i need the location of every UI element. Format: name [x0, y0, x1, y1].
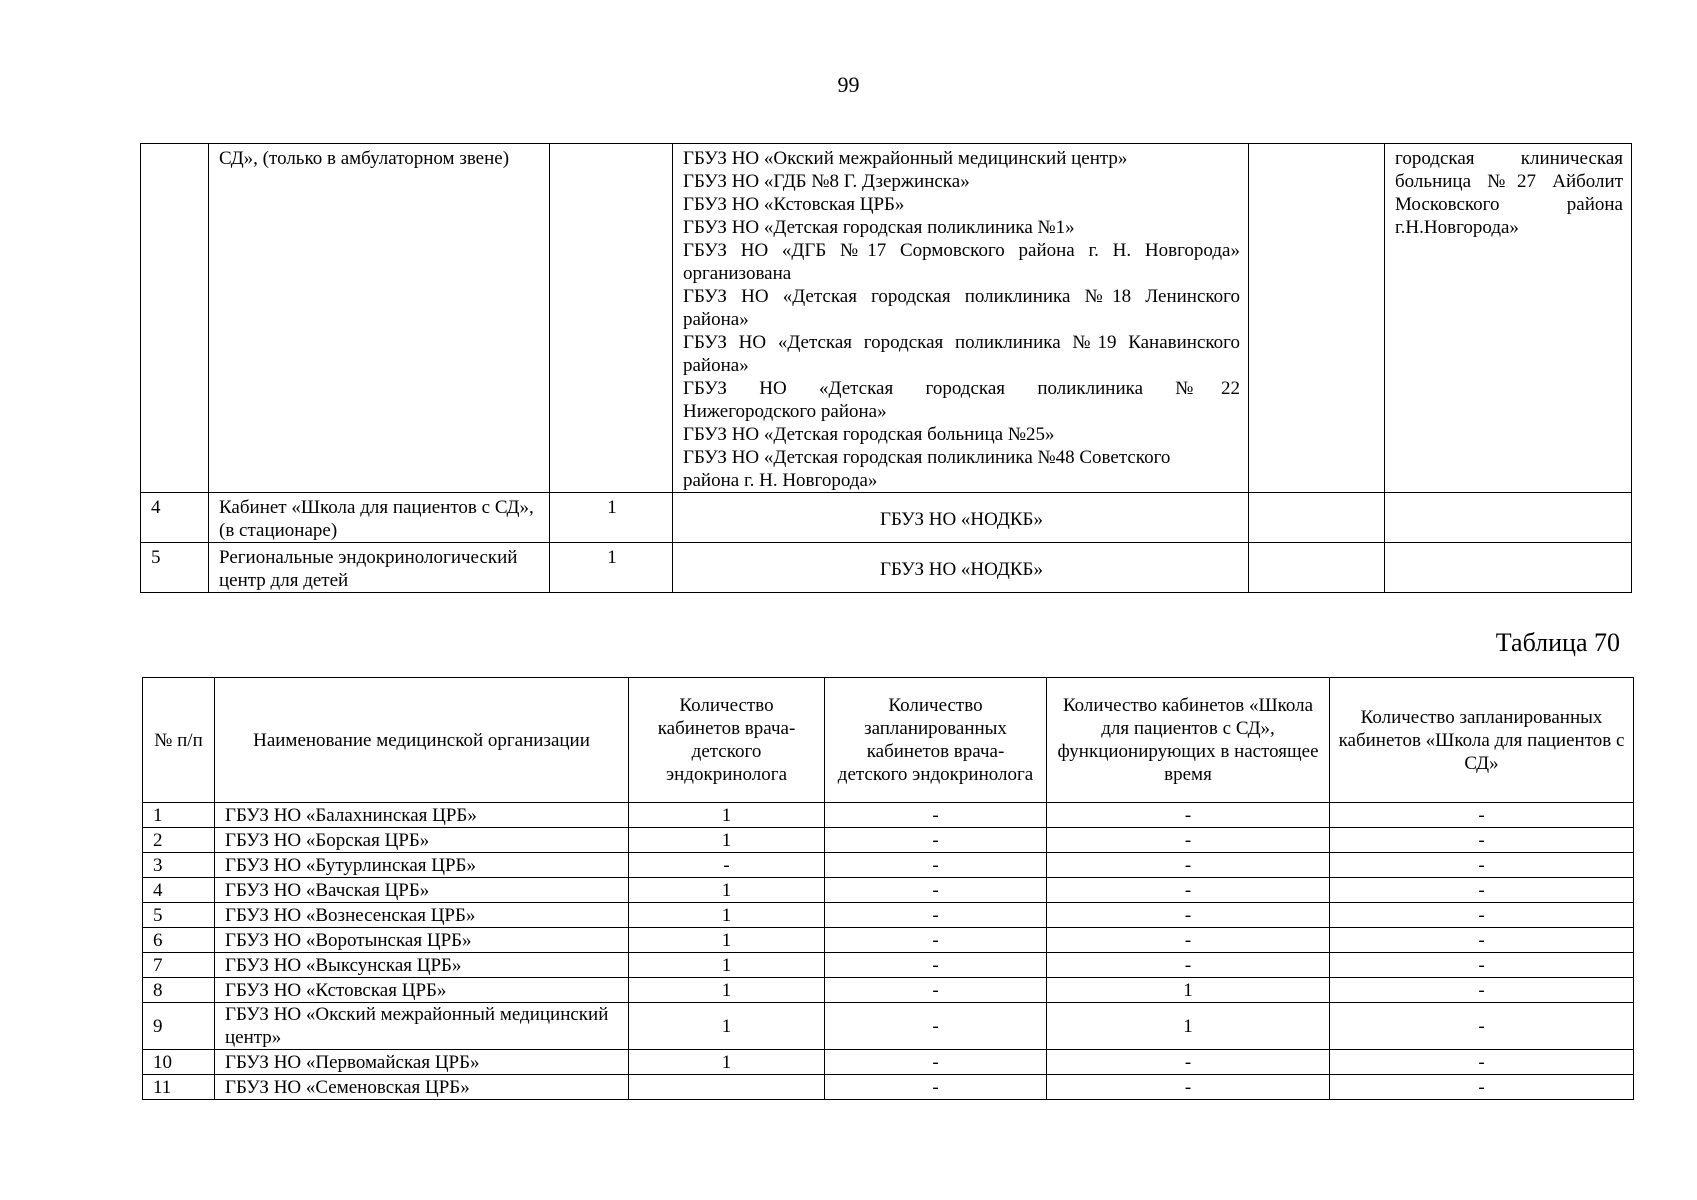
- planned-school-cabinets-cell: -: [1330, 953, 1634, 978]
- planned-endocrinologist-cabinets-cell: -: [825, 1075, 1047, 1100]
- planned-endocrinologist-cabinets-cell: -: [825, 928, 1047, 953]
- row-number-cell: 9: [143, 1003, 215, 1050]
- planned-school-cabinets-cell: -: [1330, 1050, 1634, 1075]
- row-number-cell: 5: [143, 903, 215, 928]
- planned-school-cabinets-cell: -: [1330, 928, 1634, 953]
- text-line: ГБУЗ НО «Детская городская поликлиника №22: [683, 378, 1240, 399]
- text-line: ГБУЗ НО «Окский межрайонный медицинский центр»: [683, 148, 1128, 169]
- row-number-cell: 7: [143, 953, 215, 978]
- organization-name-cell: ГБУЗ НО «Воротынская ЦРБ»: [215, 928, 629, 953]
- text-line: района г. Н. Новгорода»: [683, 470, 878, 491]
- endocrinologist-cabinets-cell: 1: [629, 978, 825, 1003]
- planned-endocrinologist-cabinets-cell: -: [825, 878, 1047, 903]
- column-header: Количество кабинетов «Школа для пациентов с СД», функционирующих в настоящее время: [1047, 678, 1330, 803]
- endocrinologist-cabinets-cell: 1: [629, 828, 825, 853]
- text-line: ГБУЗ НО «Детская городская поликлиника №1»: [683, 217, 1075, 238]
- school-cabinets-cell: -: [1047, 878, 1330, 903]
- school-cabinets-cell: -: [1047, 903, 1330, 928]
- planned-school-cabinets-cell: -: [1330, 1075, 1634, 1100]
- school-cabinets-cell: -: [1047, 803, 1330, 828]
- column-header: Количество кабинетов врача-детского эндокринолога: [629, 678, 825, 803]
- row-number-cell: 5: [141, 543, 209, 593]
- endocrinologist-cabinets-cell: 1: [629, 803, 825, 828]
- text-line: ГБУЗ НО «Детская городская больница №25»: [683, 424, 1055, 445]
- endocrinologist-cabinets-cell: 1: [629, 878, 825, 903]
- page-number: 99: [837, 72, 860, 97]
- row-number-cell: 1: [143, 803, 215, 828]
- planned-endocrinologist-cabinets-cell: -: [825, 803, 1047, 828]
- column-header: Наименование медицинской организации: [215, 678, 629, 803]
- text-line: района»: [683, 355, 749, 376]
- empty-cell: [1249, 493, 1385, 543]
- endocrinologist-cabinets-cell: [629, 1075, 825, 1100]
- planned-school-cabinets-cell: -: [1330, 803, 1634, 828]
- empty-cell: [1385, 493, 1632, 543]
- empty-cell: [1249, 144, 1385, 493]
- table-row: [143, 853, 1634, 878]
- planned-endocrinologist-cabinets-cell: -: [825, 953, 1047, 978]
- organization-cell: ГБУЗ НО «НОДКБ»: [673, 543, 1249, 593]
- text-line: ГБУЗ НО «Кстовская ЦРБ»: [683, 194, 905, 215]
- table-row: [143, 978, 1634, 1003]
- text-line: городская клиническая: [1395, 148, 1623, 169]
- planned-school-cabinets-cell: -: [1330, 1003, 1634, 1050]
- organization-name-cell: ГБУЗ НО «Балахнинская ЦРБ»: [215, 803, 629, 828]
- organization-name-cell: ГБУЗ НО «Вознесенская ЦРБ»: [215, 903, 629, 928]
- empty-cell: [1385, 543, 1632, 593]
- table-row: [143, 1050, 1634, 1075]
- note-cell: [1385, 144, 1632, 493]
- text-line: Московского района: [1395, 194, 1623, 215]
- endocrinology-cabinets-table: [142, 677, 1634, 1100]
- text-line: ГБУЗ НО «Детская городская поликлиника №19 Канавинского: [683, 332, 1240, 353]
- organization-name-cell: ГБУЗ НО «Семеновская ЦРБ»: [215, 1075, 629, 1100]
- cabinet-name-cell: СД», (только в амбулаторном звене): [209, 144, 550, 493]
- table-row: [141, 543, 1632, 593]
- table-row: [141, 493, 1632, 543]
- quantity-cell: [550, 144, 673, 493]
- organization-name-cell: ГБУЗ НО «Борская ЦРБ»: [215, 828, 629, 853]
- organization-list-cell: [673, 144, 1249, 493]
- cabinet-name-cell: Кабинет «Школа для пациентов с СД», (в стационаре): [209, 493, 550, 543]
- school-cabinets-cell: -: [1047, 853, 1330, 878]
- cabinet-name-cell: Региональные эндокринологический центр для детей: [209, 543, 550, 593]
- table-header-row: [143, 678, 1634, 803]
- row-number-cell: 3: [143, 853, 215, 878]
- school-cabinets-cell: 1: [1047, 1003, 1330, 1050]
- school-cabinets-cell: -: [1047, 828, 1330, 853]
- school-cabinets-cell: -: [1047, 1050, 1330, 1075]
- organization-name-cell: ГБУЗ НО «Окский межрайонный медицинский центр»: [215, 1003, 629, 1050]
- row-number-cell: 2: [143, 828, 215, 853]
- organization-name-cell: ГБУЗ НО «Первомайская ЦРБ»: [215, 1050, 629, 1075]
- school-cabinets-cell: -: [1047, 928, 1330, 953]
- text-line: Нижегородского района»: [683, 401, 887, 422]
- table-row: [143, 903, 1634, 928]
- continuation-table: [140, 143, 1632, 593]
- table-caption: Таблица 70: [1495, 628, 1620, 657]
- table-row: [143, 828, 1634, 853]
- planned-school-cabinets-cell: -: [1330, 903, 1634, 928]
- text-line: г.Н.Новгорода»: [1395, 217, 1519, 238]
- table-row: [143, 1003, 1634, 1050]
- endocrinologist-cabinets-cell: 1: [629, 1050, 825, 1075]
- planned-school-cabinets-cell: -: [1330, 853, 1634, 878]
- row-number-cell: 4: [143, 878, 215, 903]
- organization-name-cell: ГБУЗ НО «Кстовская ЦРБ»: [215, 978, 629, 1003]
- organization-name-cell: ГБУЗ НО «Выксунская ЦРБ»: [215, 953, 629, 978]
- school-cabinets-cell: -: [1047, 953, 1330, 978]
- empty-cell: [1249, 543, 1385, 593]
- row-number-cell: 10: [143, 1050, 215, 1075]
- column-header: Количество запланированных кабинетов врача-детского эндокринолога: [825, 678, 1047, 803]
- endocrinologist-cabinets-cell: 1: [629, 903, 825, 928]
- quantity-cell: 1: [550, 493, 673, 543]
- planned-endocrinologist-cabinets-cell: -: [825, 978, 1047, 1003]
- endocrinologist-cabinets-cell: 1: [629, 1003, 825, 1050]
- planned-endocrinologist-cabinets-cell: -: [825, 1003, 1047, 1050]
- planned-school-cabinets-cell: -: [1330, 978, 1634, 1003]
- text-line: ГБУЗ НО «Детская городская поликлиника №48 Советского: [683, 447, 1171, 468]
- text-line: района»: [683, 309, 749, 330]
- row-number-cell: 6: [143, 928, 215, 953]
- organization-cell: ГБУЗ НО «НОДКБ»: [673, 493, 1249, 543]
- planned-school-cabinets-cell: -: [1330, 828, 1634, 853]
- school-cabinets-cell: -: [1047, 1075, 1330, 1100]
- endocrinologist-cabinets-cell: -: [629, 853, 825, 878]
- planned-endocrinologist-cabinets-cell: -: [825, 853, 1047, 878]
- planned-endocrinologist-cabinets-cell: -: [825, 903, 1047, 928]
- table-row: [143, 928, 1634, 953]
- school-cabinets-cell: 1: [1047, 978, 1330, 1003]
- row-number-cell: [141, 144, 209, 493]
- planned-endocrinologist-cabinets-cell: -: [825, 828, 1047, 853]
- organization-name-cell: ГБУЗ НО «Бутурлинская ЦРБ»: [215, 853, 629, 878]
- row-number-cell: 11: [143, 1075, 215, 1100]
- organization-name-cell: ГБУЗ НО «Вачская ЦРБ»: [215, 878, 629, 903]
- table-row: [141, 144, 1632, 493]
- text-line: ГБУЗ НО «Детская городская поликлиника №18 Ленинского: [683, 286, 1240, 307]
- planned-school-cabinets-cell: -: [1330, 878, 1634, 903]
- table-row: [143, 803, 1634, 828]
- quantity-cell: 1: [550, 543, 673, 593]
- column-header: Количество запланированных кабинетов «Школа для пациентов с СД»: [1330, 678, 1634, 803]
- endocrinologist-cabinets-cell: 1: [629, 928, 825, 953]
- table-row: [143, 878, 1634, 903]
- text-line: организована: [683, 263, 792, 284]
- row-number-cell: 4: [141, 493, 209, 543]
- text-line: больница №27 Айболит: [1395, 171, 1623, 192]
- row-number-cell: 8: [143, 978, 215, 1003]
- table-row: [143, 953, 1634, 978]
- planned-endocrinologist-cabinets-cell: -: [825, 1050, 1047, 1075]
- column-header: № п/п: [143, 678, 215, 803]
- text-line: ГБУЗ НО «ГДБ №8 Г. Дзержинска»: [683, 171, 970, 192]
- table-row: [143, 1075, 1634, 1100]
- text-line: ГБУЗ НО «ДГБ №17 Сормовского района г. Н. Новгорода»: [683, 240, 1240, 261]
- endocrinologist-cabinets-cell: 1: [629, 953, 825, 978]
